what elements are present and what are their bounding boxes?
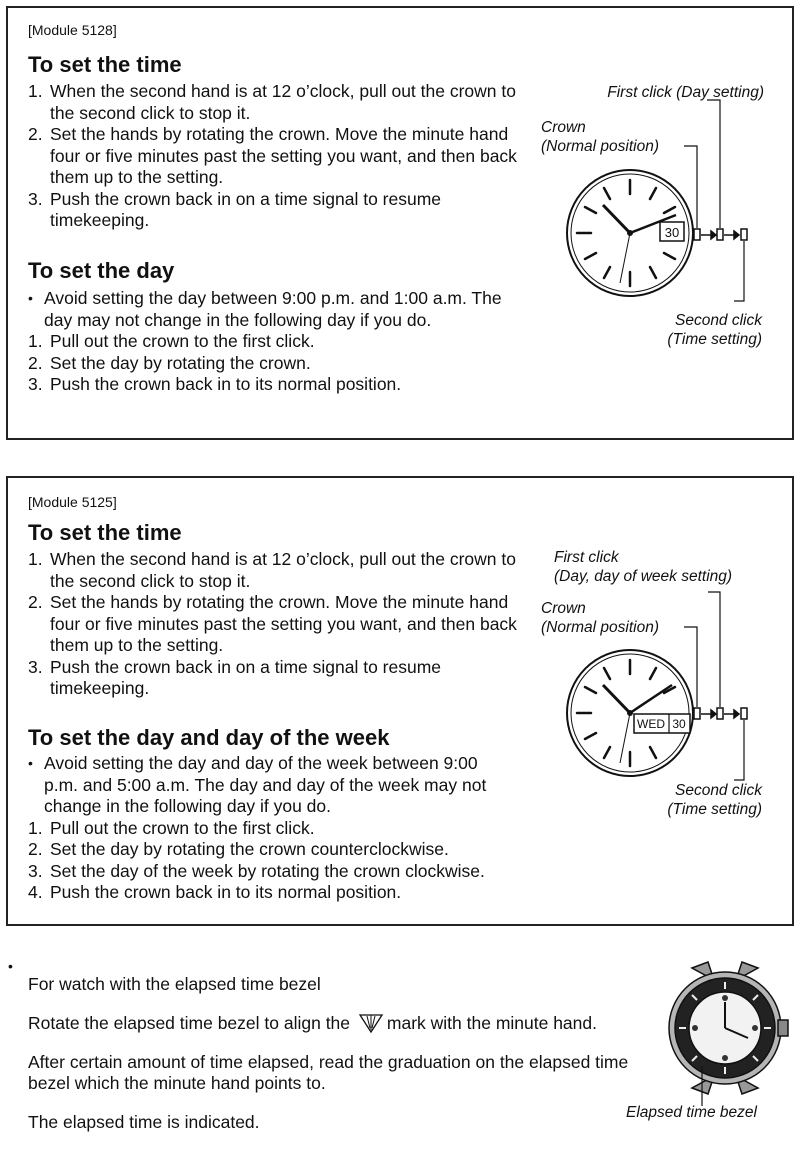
leader-lines: [684, 592, 744, 780]
set-day-heading: To set the day: [28, 258, 175, 283]
day-date-window: [634, 714, 690, 733]
svg-text:WED: WED: [637, 717, 665, 731]
module-label: [Module 5125]: [28, 494, 117, 510]
elapsed-bezel-note: • For watch with the elapsed time bezel Rotate the elapsed time bezel to align the mark with the minute hand. After certain amount of time elapsed, read the graduation on the elapsed time bezel which the minute hand points to. The elapsed time is indicated.: [8, 958, 629, 1132]
step-item: 3. Set the day of the week by rotating the crown clockwise.: [28, 860, 485, 881]
svg-text:30: 30: [664, 225, 680, 240]
date-window: [660, 222, 684, 241]
step-item: 1. When the second hand is at 12 o’clock, pull out the crown to the second click to stop it.: [28, 81, 516, 123]
set-day-week-heading: To set the day and day of the week: [28, 725, 390, 750]
crown-label: Crown (Normal position): [541, 119, 660, 155]
step-item: 2. Set the day by rotating the crown.: [28, 352, 311, 373]
step-item: 1. Pull out the crown to the first click.: [28, 817, 315, 838]
note-item: • Avoid setting the day and day of the week between 9:00 p.m. and 5:00 a.m. The day and day of the week may not change in the following day if you do.: [28, 753, 487, 816]
step-item: 1. When the second hand is at 12 o’clock, pull out the crown to the second click to stop it.: [28, 549, 516, 591]
second-click-label: Second click (Time setting): [667, 312, 762, 348]
leader-lines: [684, 100, 744, 301]
step-item: 1. Pull out the crown to the first click.: [28, 331, 315, 351]
step-item: 3. Push the crown back in to its normal position.: [28, 374, 402, 394]
step-item: 2. Set the day by rotating the crown counterclockwise.: [28, 839, 449, 859]
set-time-heading: To set the time: [28, 520, 182, 545]
note-item: • Avoid setting the day between 9:00 p.m. and 1:00 a.m. The day may not change in the following day if you do.: [28, 288, 502, 330]
svg-text:30: 30: [672, 717, 686, 731]
crown-positions: [694, 229, 747, 240]
elapsed-bezel-watch-icon: [650, 958, 800, 1108]
module-5128-panel: [6, 6, 794, 440]
first-click-label: First click (Day setting): [607, 84, 764, 101]
watch-dial: [567, 650, 693, 776]
step-item: 4. Push the crown back in to its normal position.: [28, 882, 402, 902]
step-item: 2. Set the hands by rotating the crown. Move the minute hand four or five minutes past the setting you want, and then back them up to the setting.: [28, 124, 517, 187]
watch-diagram-5128: [8, 8, 796, 442]
step-item: 2. Set the hands by rotating the crown. Move the minute hand four or five minutes past the setting you want, and then back them up to the setting.: [28, 592, 517, 655]
watch-diagram-5125: [8, 478, 796, 928]
step-item: 3. Push the crown back in on a time signal to resume timekeeping.: [28, 656, 442, 698]
set-time-heading: To set the time: [28, 52, 182, 77]
module-label: [Module 5128]: [28, 22, 117, 38]
module-5125-panel: [6, 476, 794, 926]
first-click-label: First click (Day, day of week setting): [554, 549, 733, 585]
elapsed-bezel-caption: Elapsed time bezel: [626, 1104, 757, 1121]
crown-label: Crown (Normal position): [541, 600, 660, 636]
triangle-mark-icon: [358, 1013, 384, 1033]
crown-positions: [694, 708, 747, 719]
step-item: 3. Push the crown back in on a time signal to resume timekeeping.: [28, 188, 442, 230]
second-click-label: Second click (Time setting): [667, 782, 762, 818]
